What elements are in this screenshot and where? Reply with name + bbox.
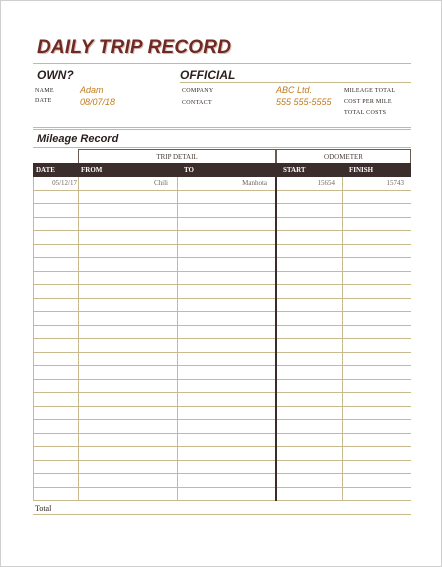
date-cell[interactable] [35, 272, 77, 285]
to-cell[interactable] [179, 312, 267, 325]
from-cell[interactable] [80, 231, 168, 244]
col-from-header: FROM [81, 166, 103, 174]
from-cell[interactable] [80, 366, 168, 379]
contact-value[interactable]: 555 555-5555 [276, 97, 332, 107]
odometer-header: ODOMETER [276, 149, 411, 163]
table-row[interactable] [33, 218, 411, 232]
table-row[interactable] [33, 380, 411, 394]
to-cell[interactable] [179, 366, 267, 379]
date-cell[interactable] [35, 434, 77, 447]
start-cell[interactable] [277, 366, 335, 379]
finish-cell[interactable] [344, 245, 404, 258]
table-row[interactable] [33, 204, 411, 218]
from-cell[interactable] [80, 461, 168, 474]
to-cell[interactable] [179, 191, 267, 204]
from-cell[interactable] [80, 353, 168, 366]
col-to-header: TO [184, 166, 194, 174]
from-cell[interactable] [80, 407, 168, 420]
official-rule [180, 82, 411, 83]
start-cell[interactable] [277, 285, 335, 298]
from-cell[interactable] [80, 339, 168, 352]
table-row[interactable] [33, 420, 411, 434]
finish-cell[interactable] [344, 312, 404, 325]
from-cell[interactable] [80, 245, 168, 258]
table-row[interactable] [33, 434, 411, 448]
mileage-total-label: MILEAGE TOTAL [344, 88, 396, 94]
finish-cell[interactable] [344, 231, 404, 244]
start-cell[interactable] [277, 380, 335, 393]
start-cell[interactable] [277, 393, 335, 406]
to-cell[interactable] [179, 380, 267, 393]
to-cell[interactable] [179, 326, 267, 339]
finish-cell[interactable] [344, 380, 404, 393]
table-row[interactable] [33, 339, 411, 353]
date-cell[interactable] [35, 474, 77, 487]
finish-cell[interactable] [344, 272, 404, 285]
start-cell[interactable] [277, 312, 335, 325]
finish-cell[interactable] [344, 218, 404, 231]
table-row[interactable] [33, 326, 411, 340]
table-row[interactable] [33, 353, 411, 367]
company-value[interactable]: ABC Ltd. [276, 85, 313, 95]
date-cell[interactable] [35, 258, 77, 271]
to-cell[interactable] [179, 204, 267, 217]
start-cell[interactable] [277, 231, 335, 244]
table-row[interactable] [33, 177, 411, 191]
to-cell[interactable] [179, 272, 267, 285]
finish-cell[interactable] [344, 420, 404, 433]
table-row[interactable] [33, 474, 411, 488]
date-cell[interactable] [35, 245, 77, 258]
from-cell[interactable] [80, 447, 168, 460]
date-value[interactable]: 08/07/18 [80, 97, 116, 107]
to-cell[interactable] [179, 420, 267, 433]
table-row[interactable] [33, 407, 411, 421]
name-label: NAME [35, 88, 54, 94]
to-cell[interactable] [179, 474, 267, 487]
table-row[interactable] [33, 312, 411, 326]
from-cell[interactable] [80, 191, 168, 204]
to-cell[interactable] [179, 258, 267, 271]
from-cell[interactable] [80, 474, 168, 487]
table-row[interactable] [33, 272, 411, 286]
date-cell[interactable]: 05/12/17 [52, 179, 77, 187]
table-row[interactable] [33, 191, 411, 205]
from-cell[interactable] [80, 326, 168, 339]
start-cell[interactable] [277, 461, 335, 474]
from-cell[interactable] [80, 488, 168, 501]
date-cell[interactable] [35, 191, 77, 204]
trip-detail-header: TRIP DETAIL [78, 149, 276, 163]
table-row[interactable] [33, 299, 411, 313]
to-cell[interactable]: Manhota [242, 179, 267, 187]
table-row[interactable] [33, 461, 411, 475]
date-label: DATE [35, 98, 52, 104]
from-cell[interactable]: Chili [153, 179, 168, 187]
page-title: DAILY TRIP RECORD [37, 37, 232, 58]
col-divider-to [177, 177, 178, 501]
to-cell[interactable] [179, 447, 267, 460]
finish-cell[interactable] [344, 461, 404, 474]
start-cell[interactable] [277, 474, 335, 487]
start-cell[interactable] [277, 353, 335, 366]
start-cell[interactable] [277, 299, 335, 312]
date-cell[interactable] [35, 285, 77, 298]
finish-cell[interactable] [344, 488, 404, 501]
to-cell[interactable] [179, 299, 267, 312]
from-cell[interactable] [80, 299, 168, 312]
mileage-record-title: Mileage Record [37, 133, 119, 145]
date-cell[interactable] [35, 393, 77, 406]
to-cell[interactable] [179, 285, 267, 298]
date-cell[interactable] [35, 380, 77, 393]
finish-cell[interactable]: 15743 [386, 179, 404, 187]
title-rule [33, 63, 411, 64]
table-row[interactable] [33, 285, 411, 299]
to-cell[interactable] [179, 339, 267, 352]
date-cell[interactable] [35, 326, 77, 339]
from-cell[interactable] [80, 434, 168, 447]
date-cell[interactable] [35, 312, 77, 325]
finish-cell[interactable] [344, 326, 404, 339]
from-cell[interactable] [80, 420, 168, 433]
col-divider-from [78, 177, 79, 501]
table-row[interactable] [33, 393, 411, 407]
from-cell[interactable] [80, 258, 168, 271]
col-start-header: START [283, 166, 306, 174]
finish-cell[interactable] [344, 258, 404, 271]
from-cell[interactable] [80, 393, 168, 406]
start-cell[interactable] [277, 434, 335, 447]
date-cell[interactable] [35, 366, 77, 379]
date-cell[interactable] [35, 353, 77, 366]
to-cell[interactable] [179, 393, 267, 406]
to-cell[interactable] [179, 231, 267, 244]
start-cell[interactable] [277, 258, 335, 271]
date-cell[interactable] [35, 231, 77, 244]
official-heading: OFFICIAL [180, 68, 236, 82]
start-cell[interactable] [277, 447, 335, 460]
start-cell[interactable] [277, 218, 335, 231]
col-divider-finish [342, 177, 343, 501]
to-cell[interactable] [179, 461, 267, 474]
from-cell[interactable] [80, 204, 168, 217]
date-cell[interactable] [35, 447, 77, 460]
date-cell[interactable] [35, 299, 77, 312]
to-cell[interactable] [179, 245, 267, 258]
finish-cell[interactable] [344, 474, 404, 487]
finish-cell[interactable] [344, 447, 404, 460]
to-cell[interactable] [179, 218, 267, 231]
from-cell[interactable] [80, 272, 168, 285]
finish-cell[interactable] [344, 366, 404, 379]
finish-cell[interactable] [344, 191, 404, 204]
finish-cell[interactable] [344, 339, 404, 352]
start-cell[interactable] [277, 272, 335, 285]
to-cell[interactable] [179, 434, 267, 447]
to-cell[interactable] [179, 407, 267, 420]
finish-cell[interactable] [344, 299, 404, 312]
own-heading: OWN? [37, 68, 74, 82]
table-row[interactable] [33, 245, 411, 259]
table-row[interactable] [33, 258, 411, 272]
mileage-rule [33, 147, 411, 148]
total-costs-label: TOTAL COSTS [344, 110, 387, 116]
start-cell[interactable]: 15654 [317, 179, 335, 187]
date-cell[interactable] [35, 339, 77, 352]
finish-cell[interactable] [344, 204, 404, 217]
date-cell[interactable] [35, 461, 77, 474]
start-cell[interactable] [277, 339, 335, 352]
start-cell[interactable] [277, 420, 335, 433]
from-cell[interactable] [80, 285, 168, 298]
contact-label: CONTACT [182, 100, 212, 106]
table-row[interactable] [33, 488, 411, 502]
table-row[interactable] [33, 366, 411, 380]
name-value[interactable]: Adam [80, 85, 104, 95]
start-cell[interactable] [277, 407, 335, 420]
finish-cell[interactable] [344, 285, 404, 298]
start-cell[interactable] [277, 191, 335, 204]
from-cell[interactable] [80, 312, 168, 325]
finish-cell[interactable] [344, 434, 404, 447]
date-cell[interactable] [35, 420, 77, 433]
company-label: COMPANY [182, 88, 214, 94]
table-row[interactable] [33, 447, 411, 461]
finish-cell[interactable] [344, 407, 404, 420]
start-cell[interactable] [277, 204, 335, 217]
table-left-edge [33, 177, 34, 501]
total-label: Total [35, 504, 52, 513]
date-cell[interactable] [35, 204, 77, 217]
table-row[interactable] [33, 231, 411, 245]
col-date-header: DATE [36, 166, 55, 174]
cost-per-mile-label: COST PER MILE [344, 99, 392, 105]
start-cell[interactable] [277, 245, 335, 258]
col-finish-header: FINISH [349, 166, 374, 174]
finish-cell[interactable] [344, 393, 404, 406]
start-cell[interactable] [277, 326, 335, 339]
date-cell[interactable] [35, 218, 77, 231]
from-cell[interactable] [80, 380, 168, 393]
to-cell[interactable] [179, 353, 267, 366]
from-cell[interactable] [80, 218, 168, 231]
section-rule-2 [33, 129, 411, 130]
col-divider-odometer [275, 163, 277, 501]
start-cell[interactable] [277, 488, 335, 501]
date-cell[interactable] [35, 488, 77, 501]
finish-cell[interactable] [344, 353, 404, 366]
total-rule [33, 514, 411, 515]
to-cell[interactable] [179, 488, 267, 501]
section-rule-1 [33, 127, 411, 128]
date-cell[interactable] [35, 407, 77, 420]
